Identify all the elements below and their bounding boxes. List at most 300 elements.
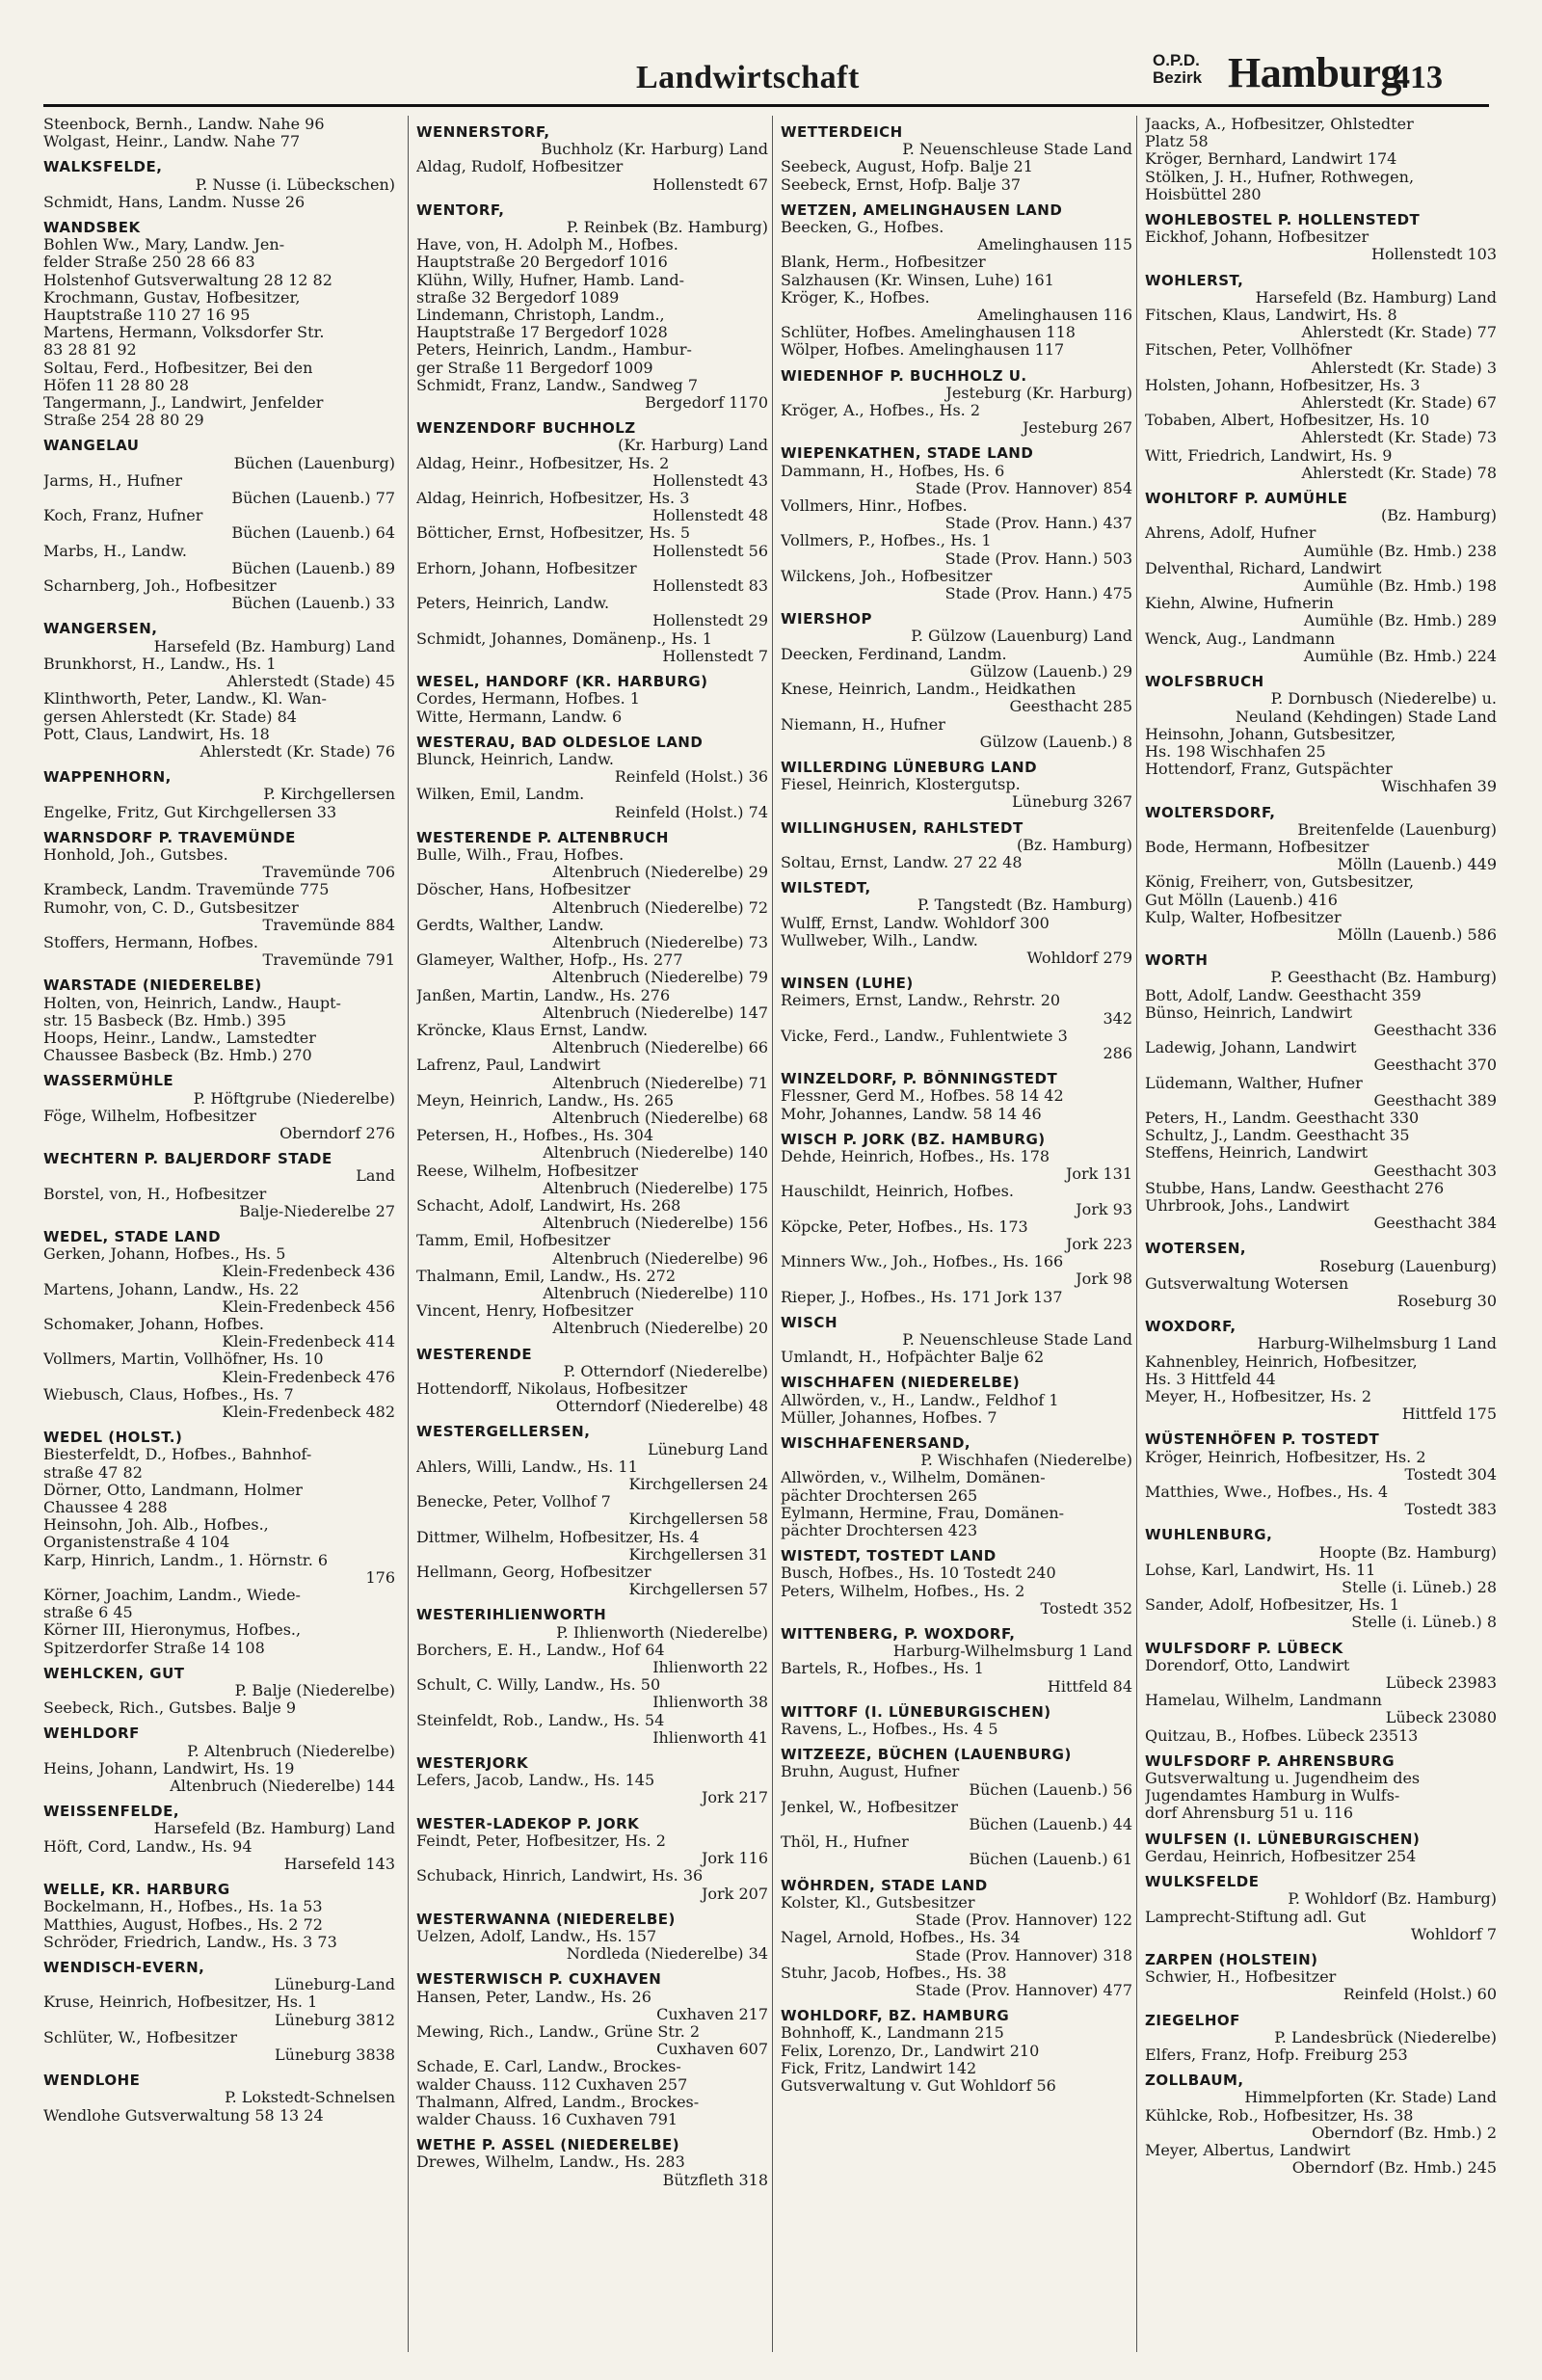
entry-line: Kröncke, Klaus Ernst, Landw.: [416, 1021, 649, 1039]
entry-line: P. Nusse (i. Lübeckschen): [195, 175, 395, 194]
entry-line: Stoffers, Hermann, Hofbes.: [43, 933, 258, 951]
city-title: Hamburg: [1228, 49, 1401, 96]
column-3: [772, 116, 1132, 2352]
entry-line: Hs. 3 Hittfeld 44: [1145, 1370, 1276, 1388]
place-heading: WEHLDORF: [43, 1725, 140, 1743]
entry-line: Klein-Fredenbeck 436: [222, 1263, 395, 1281]
entry-line: Matthies, Wwe., Hofbes., Hs. 4: [1145, 1484, 1389, 1502]
entry-line: Schwier, H., Hofbesitzer: [1145, 1968, 1337, 1987]
entry-line: Aumühle (Bz. Hmb.) 289: [1303, 612, 1497, 630]
entry-line: Kolster, Kl., Gutsbesitzer: [781, 1893, 975, 1912]
entry-line: Peters, Heinrich, Landw.: [416, 595, 610, 613]
entry-line: Eickhof, Johann, Hofbesitzer: [1145, 228, 1369, 247]
entry-line: Aumühle (Bz. Hmb.) 238: [1303, 542, 1497, 560]
entry-line: Hottendorf, Franz, Gutspächter: [1145, 761, 1393, 779]
entry-line: Gerdts, Walther, Landw.: [416, 916, 604, 934]
entry-line: Travemünde 706: [262, 864, 395, 882]
entry-line: Kirchgellersen 57: [628, 1581, 768, 1599]
entry-line: Martens, Johann, Landw., Hs. 22: [43, 1280, 300, 1298]
entry-line: Roseburg (Lauenburg): [1318, 1257, 1497, 1275]
place-heading: WOLFSBRUCH: [1145, 673, 1264, 691]
entry-line: Hittfeld 84: [1047, 1677, 1132, 1696]
entry-line: Hittfeld 175: [1401, 1405, 1497, 1424]
entry-line: Minners Ww., Joh., Hofbes., Hs. 166: [781, 1253, 1064, 1271]
place-heading: WISCHHAFENERSAND,: [781, 1434, 971, 1453]
entry-line: Mölln (Lauenb.) 586: [1337, 925, 1497, 944]
entry-line: felder Straße 250 28 66 83: [43, 254, 255, 272]
entry-line: Seebeck, August, Hofp. Balje 21: [781, 158, 1033, 176]
entry-line: Umlandt, H., Hofpächter Balje 62: [781, 1349, 1045, 1367]
entry-line: Witte, Hermann, Landw. 6: [416, 708, 623, 726]
entry-line: Jaacks, A., Hofbesitzer, Ohlstedter: [1145, 116, 1414, 133]
entry-line: Stuhr, Jacob, Hofbes., Hs. 38: [781, 1964, 1007, 1982]
entry-line: Schlüter, W., Hofbesitzer: [43, 2028, 238, 2046]
entry-line: Otterndorf (Niederelbe) 48: [555, 1398, 768, 1416]
place-heading: WISCH P. JORK (BZ. HAMBURG): [781, 1130, 1046, 1148]
entry-line: Rumohr, von, C. D., Gutsbesitzer: [43, 898, 299, 917]
entry-line: Ahrens, Adolf, Hufner: [1145, 524, 1316, 543]
entry-line: Kahnenbley, Heinrich, Hofbesitzer,: [1145, 1352, 1418, 1371]
entry-line: Jarms, H., Hufner: [43, 471, 182, 490]
entry-line: Salzhausen (Kr. Winsen, Luhe) 161: [781, 271, 1054, 289]
entry-line: Höft, Cord, Landw., Hs. 94: [43, 1837, 253, 1856]
place-heading: WISTEDT, TOSTEDT LAND: [781, 1547, 997, 1565]
place-heading: WILSTEDT,: [781, 879, 871, 897]
entry-line: Geesthacht 384: [1373, 1215, 1497, 1233]
entry-line: Wischhafen 39: [1381, 778, 1497, 796]
entry-line: Bode, Hermann, Hofbesitzer: [1145, 838, 1369, 856]
entry-line: Lamprecht-Stiftung adl. Gut: [1145, 1908, 1367, 1926]
entry-line: Bockelmann, H., Hofbes., Hs. 1a 53: [43, 1898, 323, 1916]
entry-line: Kröger, K., Hofbes.: [781, 288, 930, 307]
entry-line: Dittmer, Wilhelm, Hofbesitzer, Hs. 4: [416, 1528, 700, 1546]
entry-line: walder Chauss. 112 Cuxhaven 257: [416, 2075, 688, 2094]
entry-line: Büchen (Lauenb.) 89: [231, 559, 395, 577]
place-heading: WOTERSEN,: [1145, 1240, 1247, 1258]
entry-line: Altenbruch (Niederelbe) 72: [552, 898, 768, 917]
entry-line: Harburg-Wilhelmsburg 1 Land: [892, 1643, 1132, 1661]
entry-line: P. Gülzow (Lauenburg) Land: [911, 628, 1132, 646]
entry-line: Kulp, Walter, Hofbesitzer: [1145, 908, 1342, 926]
entry-line: Tostedt 352: [1040, 1599, 1132, 1618]
entry-line: Büchen (Lauenb.) 33: [231, 595, 395, 613]
entry-line: Klein-Fredenbeck 482: [222, 1404, 395, 1422]
entry-line: Wenck, Aug., Landmann: [1145, 629, 1336, 648]
entry-line: Spitzerdorfer Straße 14 108: [43, 1639, 265, 1657]
entry-line: Büchen (Lauenb.) 56: [969, 1780, 1132, 1799]
entry-line: Ahlerstedt (Kr. Stade) 3: [1311, 359, 1497, 377]
entry-line: Janßen, Martin, Landw., Hs. 276: [416, 986, 671, 1004]
place-heading: WILLERDING LÜNEBURG LAND: [781, 758, 1038, 776]
entry-line: Altenbruch (Niederelbe) 156: [543, 1215, 768, 1233]
entry-line: Wendlohe Gutsverwaltung 58 13 24: [43, 2106, 324, 2125]
entry-line: P. Wischhafen (Niederelbe): [920, 1452, 1132, 1470]
entry-line: Lüneburg 3838: [275, 2046, 395, 2064]
place-heading: WANGERSEN,: [43, 620, 158, 638]
entry-line: Hoisbüttel 280: [1145, 185, 1262, 203]
entry-line: Körner III, Hieronymus, Hofbes.,: [43, 1621, 302, 1640]
entry-line: Eylmann, Hermine, Frau, Domänen-: [781, 1504, 1065, 1522]
entry-line: Vicke, Ferd., Landw., Fuhlentwiete 3: [781, 1027, 1068, 1045]
entry-line: Döscher, Hans, Hofbesitzer: [416, 881, 631, 899]
opd-line-2: Bezirk: [1153, 68, 1203, 87]
place-heading: WOHLERST,: [1145, 271, 1244, 289]
entry-line: Wohldorf 7: [1410, 1925, 1497, 1943]
entry-line: Altenbruch (Niederelbe) 140: [543, 1144, 768, 1163]
entry-line: Altenbruch (Niederelbe) 66: [552, 1039, 768, 1057]
entry-line: Jesteburg (Kr. Harburg): [945, 384, 1132, 402]
entry-line: Reinfeld (Holst.) 74: [614, 803, 768, 821]
entry-line: Kirchgellersen 24: [628, 1476, 768, 1494]
place-heading: WULFSDORF P. AHRENSBURG: [1145, 1752, 1396, 1770]
entry-line: Reimers, Ernst, Landw., Rehrstr. 20: [781, 992, 1061, 1010]
place-heading: WITTENBERG, P. WOXDORF,: [781, 1625, 1016, 1644]
entry-line: Marbs, H., Landw.: [43, 542, 187, 560]
entry-line: Schade, E. Carl, Landw., Brockes-: [416, 2058, 681, 2076]
entry-line: Altenbruch (Niederelbe) 144: [170, 1778, 395, 1796]
entry-line: Himmelpforten (Kr. Stade) Land: [1244, 2089, 1497, 2107]
entry-line: Büchen (Lauenb.) 77: [231, 490, 395, 508]
place-heading: WOXDORF,: [1145, 1318, 1236, 1336]
entry-line: Schacht, Adolf, Landwirt, Hs. 268: [416, 1196, 681, 1215]
place-heading: WALKSFELDE,: [43, 158, 163, 176]
entry-line: pächter Drochtersen 265: [781, 1486, 978, 1505]
column-2: [408, 116, 768, 2352]
entry-line: Blunck, Heinrich, Landw.: [416, 750, 614, 768]
entry-line: Kiehn, Alwine, Hufnerin: [1145, 595, 1334, 613]
entry-line: Oberndorf (Bz. Hmb.) 245: [1291, 2159, 1497, 2178]
entry-line: Aumühle (Bz. Hmb.) 224: [1303, 647, 1497, 665]
entry-line: Balje-Niederelbe 27: [239, 1202, 395, 1220]
entry-line: Amelinghausen 116: [977, 307, 1132, 325]
entry-line: Klühn, Willy, Hufner, Hamb. Land-: [416, 271, 684, 289]
entry-line: Kühlcke, Rob., Hofbesitzer, Hs. 38: [1145, 2106, 1414, 2125]
entry-line: Steenbock, Bernh., Landw. Nahe 96: [43, 116, 325, 133]
place-heading: WILLINGHUSEN, RAHLSTEDT: [781, 818, 1024, 837]
entry-line: Ahlerstedt (Kr. Stade) 76: [199, 742, 395, 761]
entry-line: Fitschen, Klaus, Landwirt, Hs. 8: [1145, 307, 1397, 325]
place-heading: WOHLTORF P. AUMÜHLE: [1145, 490, 1348, 508]
entry-line: Scharnberg, Joh., Hofbesitzer: [43, 577, 277, 596]
entry-line: Jork 131: [1065, 1165, 1132, 1184]
entry-line: Gut Mölln (Lauenb.) 416: [1145, 891, 1338, 909]
entry-line: Lüdemann, Walther, Hufner: [1145, 1074, 1363, 1092]
entry-line: Beecken, G., Hofbes.: [781, 219, 944, 237]
entry-line: Jork 207: [701, 1885, 768, 1903]
entry-line: Jork 93: [1076, 1200, 1132, 1218]
entry-line: Gutsverwaltung Wotersen: [1145, 1274, 1349, 1293]
entry-line: Peters, Heinrich, Landm., Hambur-: [416, 341, 692, 360]
place-heading: WESTERWISCH P. CUXHAVEN: [416, 1970, 662, 1989]
entry-line: Organistenstraße 4 104: [43, 1534, 230, 1552]
entry-line: Nordleda (Niederelbe) 34: [566, 1945, 768, 1964]
entry-line: Bergedorf 1170: [645, 394, 768, 413]
entry-line: Jork 217: [701, 1789, 768, 1807]
entry-line: straße 47 82: [43, 1463, 143, 1482]
entry-line: Lüneburg-Land: [274, 1976, 395, 1994]
entry-line: Schuback, Hinrich, Landwirt, Hs. 36: [416, 1867, 704, 1885]
place-heading: WÜSTENHÖFEN P. TOSTEDT: [1145, 1431, 1380, 1449]
entry-line: Flessner, Gerd M., Hofbes. 58 14 42: [781, 1087, 1064, 1106]
place-heading: WISCH: [781, 1313, 837, 1331]
entry-line: Tostedt 304: [1404, 1465, 1497, 1484]
entry-line: Ihlienworth 22: [652, 1659, 768, 1677]
entry-line: Geesthacht 303: [1373, 1162, 1497, 1180]
entry-line: Vollmers, P., Hofbes., Hs. 1: [781, 532, 992, 550]
place-heading: WETZEN, AMELINGHAUSEN LAND: [781, 201, 1063, 219]
place-heading: WISCHHAFEN (NIEDERELBE): [781, 1374, 1021, 1392]
entry-line: Klein-Fredenbeck 476: [222, 1368, 395, 1386]
place-heading: WENTORF,: [416, 201, 505, 219]
entry-line: Have, von, H. Adolph M., Hofbes.: [416, 236, 678, 254]
place-heading: WANDSBEK: [43, 219, 141, 237]
place-heading: WITTORF (I. LÜNEBURGISCHEN): [781, 1702, 1051, 1721]
entry-line: Kruse, Heinrich, Hofbesitzer, Hs. 1: [43, 1993, 318, 2012]
place-heading: WESEL, HANDORF (KR. HARBURG): [416, 673, 708, 691]
entry-line: Bulle, Wilh., Frau, Hofbes.: [416, 845, 625, 864]
entry-line: Biesterfeldt, D., Hofbes., Bahnhof-: [43, 1446, 312, 1464]
entry-line: Wohldorf 279: [1026, 949, 1132, 967]
entry-line: Altenbruch (Niederelbe) 79: [552, 969, 768, 987]
entry-line: Niemann, H., Hufner: [781, 715, 945, 734]
place-heading: WULFSEN (I. LÜNEBURGISCHEN): [1145, 1830, 1421, 1848]
entry-line: Schmidt, Franz, Landw., Sandweg 7: [416, 376, 699, 394]
entry-line: Bötticher, Ernst, Hofbesitzer, Hs. 5: [416, 524, 691, 543]
section-title: Landwirtschaft: [636, 60, 860, 95]
entry-line: Witt, Friedrich, Landwirt, Hs. 9: [1145, 446, 1393, 465]
entry-line: Sander, Adolf, Hofbesitzer, Hs. 1: [1145, 1596, 1400, 1615]
entry-line: Oberndorf 276: [279, 1124, 395, 1142]
entry-line: straße 6 45: [43, 1604, 133, 1622]
entry-line: Thalmann, Alfred, Landm., Brockes-: [416, 2093, 700, 2111]
entry-line: Stelle (i. Lüneb.) 8: [1351, 1614, 1497, 1632]
entry-line: Roseburg 30: [1396, 1293, 1497, 1310]
entry-line: Oberndorf (Bz. Hmb.) 2: [1312, 2124, 1497, 2142]
entry-line: Lübeck 23080: [1385, 1709, 1497, 1727]
entry-line: Büchen (Lauenburg): [233, 454, 395, 472]
entry-line: Tamm, Emil, Hofbesitzer: [416, 1232, 611, 1250]
entry-line: Lohse, Karl, Landwirt, Hs. 11: [1145, 1561, 1376, 1579]
entry-line: Hamelau, Wilhelm, Landmann: [1145, 1692, 1382, 1710]
entry-line: Amelinghausen 115: [977, 236, 1132, 254]
place-heading: ZOLLBAUM,: [1145, 2072, 1244, 2090]
entry-line: P. Neuenschleuse Stade Land: [902, 1331, 1132, 1349]
entry-line: Geesthacht 370: [1373, 1056, 1497, 1075]
entry-line: Steinfeldt, Rob., Landw., Hs. 54: [416, 1711, 665, 1729]
entry-line: Bohnhoff, K., Landmann 215: [781, 2024, 1004, 2043]
entry-line: Land: [356, 1167, 395, 1186]
entry-line: pächter Drochtersen 423: [781, 1522, 978, 1540]
entry-line: P. Geesthacht (Bz. Hamburg): [1270, 969, 1497, 987]
column-4: [1136, 116, 1497, 2352]
entry-line: Meyer, H., Hofbesitzer, Hs. 2: [1145, 1388, 1372, 1406]
entry-line: Klinthworth, Peter, Landw., Kl. Wan-: [43, 690, 327, 709]
place-heading: WECHTERN P. BALJERDORF STADE: [43, 1150, 332, 1168]
place-heading: WUHLENBURG,: [1145, 1526, 1273, 1544]
entry-line: Vollmers, Hinr., Hofbes.: [781, 497, 968, 516]
entry-line: Allwörden, v., H., Landw., Feldhof 1: [781, 1391, 1059, 1409]
place-heading: WORTH: [1145, 951, 1209, 970]
entry-line: Gutsverwaltung u. Jugendheim des: [1145, 1770, 1421, 1788]
entry-line: Kirchgellersen 31: [628, 1545, 768, 1564]
entry-line: Erhorn, Johann, Hofbesitzer: [416, 559, 637, 577]
entry-line: Wullweber, Wilh., Landw.: [781, 931, 978, 949]
entry-line: Vincent, Henry, Hofbesitzer: [416, 1302, 634, 1321]
entry-line: Hottendorff, Nikolaus, Hofbesitzer: [416, 1380, 688, 1399]
place-heading: WEISSENFELDE,: [43, 1803, 180, 1821]
entry-line: Kirchgellersen 58: [628, 1511, 768, 1529]
entry-line: Schmidt, Johannes, Domänenp., Hs. 1: [416, 629, 712, 648]
place-heading: WEDEL (HOLST.): [43, 1429, 183, 1447]
entry-line: Ahlerstedt (Stade) 45: [226, 673, 395, 691]
entry-line: Fiesel, Heinrich, Klostergutsp.: [781, 776, 1021, 794]
entry-line: Fick, Fritz, Landwirt 142: [781, 2059, 977, 2077]
entry-line: Hollenstedt 103: [1371, 246, 1497, 264]
entry-line: Thöl, H., Hufner: [781, 1833, 909, 1852]
place-heading: WULKSFELDE: [1145, 1873, 1260, 1891]
entry-line: Stubbe, Hans, Landw. Geesthacht 276: [1145, 1179, 1445, 1197]
entry-line: Jork 98: [1076, 1270, 1132, 1289]
entry-line: Reese, Wilhelm, Hofbesitzer: [416, 1162, 638, 1180]
entry-line: Kröger, A., Hofbes., Hs. 2: [781, 402, 981, 420]
place-heading: WENNERSTORF,: [416, 123, 550, 141]
entry-line: Stade (Prov. Hann.) 503: [944, 549, 1132, 568]
entry-line: Soltau, Ernst, Landw. 27 22 48: [781, 853, 1023, 871]
entry-line: Altenbruch (Niederelbe) 71: [552, 1074, 768, 1092]
entry-line: Bünso, Heinrich, Landwirt: [1145, 1003, 1353, 1022]
opd-line-1: O.P.D.: [1153, 51, 1200, 69]
entry-line: P. Altenbruch (Niederelbe): [187, 1742, 395, 1760]
place-heading: WETTERDEICH: [781, 123, 903, 141]
entry-line: Stade (Prov. Hannover) 122: [915, 1912, 1132, 1930]
place-heading: WESTERENDE P. ALTENBRUCH: [416, 828, 669, 846]
place-heading: WINZELDORF, P. BÖNNINGSTEDT: [781, 1070, 1058, 1088]
entry-line: Schröder, Friedrich, Landw., Hs. 3 73: [43, 1933, 337, 1951]
entry-line: Büchen (Lauenb.) 44: [969, 1816, 1132, 1834]
entry-line: Hoops, Heinr., Landw., Lamstedter: [43, 1029, 316, 1047]
entry-line: Altenbruch (Niederelbe) 147: [543, 1003, 768, 1022]
page-number: 413: [1394, 60, 1443, 95]
entry-line: Krambeck, Landm. Travemünde 775: [43, 881, 330, 899]
entry-line: Dörner, Otto, Landmann, Holmer: [43, 1481, 303, 1499]
entry-line: Seebeck, Ernst, Hofp. Balje 37: [781, 175, 1022, 194]
place-heading: WESTERIHLIENWORTH: [416, 1606, 607, 1624]
entry-line: Hollenstedt 83: [652, 577, 768, 596]
entry-line: Koch, Franz, Hufner: [43, 507, 203, 525]
entry-line: Altenbruch (Niederelbe) 68: [552, 1109, 768, 1127]
place-heading: WANGELAU: [43, 437, 140, 455]
entry-line: Heinsohn, Johann, Gutsbesitzer,: [1145, 725, 1396, 743]
entry-line: Seebeck, Rich., Gutsbes. Balje 9: [43, 1699, 297, 1718]
entry-line: Deecken, Ferdinand, Landm.: [781, 645, 1007, 663]
place-heading: WESTERWANNA (NIEDERELBE): [416, 1910, 676, 1928]
entry-line: Stade (Prov. Hannover) 318: [915, 1946, 1132, 1965]
entry-line: Schult, C. Willy, Landw., Hs. 50: [416, 1676, 661, 1695]
entry-line: Tostedt 383: [1404, 1501, 1497, 1519]
entry-line: Pott, Claus, Landwirt, Hs. 18: [43, 725, 270, 743]
entry-line: Petersen, H., Hofbes., Hs. 304: [416, 1127, 653, 1145]
entry-line: Mewing, Rich., Landw., Grüne Str. 2: [416, 2022, 701, 2041]
entry-line: Schultz, J., Landm. Geesthacht 35: [1145, 1127, 1410, 1145]
entry-line: Blank, Herm., Hofbesitzer: [781, 254, 986, 272]
entry-line: Holsten, Johann, Hofbesitzer, Hs. 3: [1145, 376, 1421, 394]
entry-line: Altenbruch (Niederelbe) 73: [552, 933, 768, 951]
place-heading: WENDISCH-EVERN,: [43, 1958, 205, 1976]
entry-line: 286: [1103, 1044, 1132, 1062]
entry-line: Lübeck 23983: [1385, 1674, 1497, 1693]
entry-line: Lüneburg Land: [648, 1440, 768, 1458]
place-heading: WARNSDORF P. TRAVEMÜNDE: [43, 828, 296, 846]
column-1: [43, 116, 395, 2352]
entry-line: Geesthacht 336: [1373, 1021, 1497, 1039]
entry-line: Lüneburg 3812: [275, 2011, 395, 2029]
entry-line: Büchen (Lauenb.) 64: [231, 524, 395, 543]
entry-line: Gutsverwaltung v. Gut Wohldorf 56: [781, 2076, 1056, 2095]
entry-line: Glameyer, Walther, Hofp., Hs. 277: [416, 951, 683, 970]
place-heading: WENDLOHE: [43, 2072, 141, 2090]
entry-line: Soltau, Ferd., Hofbesitzer, Bei den: [43, 359, 313, 377]
entry-line: Kröger, Bernhard, Landwirt 174: [1145, 150, 1397, 169]
entry-line: Jesteburg 267: [1022, 419, 1132, 438]
entry-line: Karp, Hinrich, Landm., 1. Hörnstr. 6: [43, 1551, 329, 1569]
entry-line: Gülzow (Lauenb.) 8: [979, 733, 1132, 751]
place-heading: WESTERJORK: [416, 1754, 529, 1773]
entry-line: Ihlienworth 38: [652, 1694, 768, 1712]
entry-line: (Kr. Harburg) Land: [618, 437, 768, 455]
entry-line: Harsefeld (Bz. Hamburg) Land: [153, 1820, 395, 1838]
entry-line: Peters, H., Landm. Geesthacht 330: [1145, 1109, 1420, 1127]
entry-line: Lüneburg 3267: [1012, 793, 1132, 812]
entry-line: Bott, Adolf, Landw. Geesthacht 359: [1145, 986, 1422, 1004]
entry-line: Martens, Hermann, Volksdorfer Str.: [43, 324, 325, 342]
place-heading: WESTERGELLERSEN,: [416, 1423, 591, 1441]
entry-line: Drewes, Wilhelm, Landw., Hs. 283: [416, 2153, 685, 2172]
entry-line: Rieper, J., Hofbes., Hs. 171 Jork 137: [781, 1288, 1063, 1306]
entry-line: Geesthacht 389: [1373, 1091, 1497, 1110]
entry-line: str. 15 Basbeck (Bz. Hmb.) 395: [43, 1011, 287, 1030]
place-heading: WÖHRDEN, STADE LAND: [781, 1876, 988, 1894]
entry-line: Nagel, Arnold, Hofbes., Hs. 34: [781, 1929, 1021, 1947]
entry-line: Stölken, J. H., Hufner, Rothwegen,: [1145, 168, 1415, 186]
entry-line: 342: [1103, 1009, 1132, 1028]
entry-line: P. Ihlienworth (Niederelbe): [556, 1623, 768, 1642]
entry-line: Hollenstedt 7: [662, 647, 768, 665]
entry-line: Hollenstedt 56: [652, 542, 768, 560]
header-rule: [43, 104, 1489, 107]
place-heading: WIERSHOP: [781, 610, 873, 628]
entry-line: Gülzow (Lauenb.) 29: [970, 662, 1132, 681]
entry-line: Fitschen, Peter, Vollhöfner: [1145, 341, 1352, 360]
place-heading: WEHLCKEN, GUT: [43, 1664, 185, 1682]
page-header: [39, 39, 1484, 106]
entry-line: Bruhn, August, Hufner: [781, 1763, 960, 1781]
entry-line: Hauptstraße 110 27 16 95: [43, 307, 251, 325]
entry-line: Geesthacht 285: [1009, 698, 1132, 716]
entry-line: Peters, Wilhelm, Hofbes., Hs. 2: [781, 1582, 1025, 1600]
entry-line: Meyer, Albertus, Landwirt: [1145, 2141, 1351, 2159]
entry-line: Holstenhof Gutsverwaltung 28 12 82: [43, 271, 332, 289]
entry-line: Wölper, Hofbes. Amelinghausen 117: [781, 341, 1065, 360]
entry-line: Ahlerstedt (Kr. Stade) 78: [1301, 464, 1497, 482]
entry-line: Vollmers, Martin, Vollhöfner, Hs. 10: [43, 1350, 324, 1369]
entry-line: Tobaben, Albert, Hofbesitzer, Hs. 10: [1145, 412, 1430, 430]
entry-line: Hs. 198 Wischhafen 25: [1145, 742, 1326, 761]
entry-line: Körner, Joachim, Landm., Wiede-: [43, 1587, 301, 1605]
entry-line: Schlüter, Hofbes. Amelinghausen 118: [781, 324, 1076, 342]
entry-line: Dammann, H., Hofbes, Hs. 6: [781, 462, 1005, 480]
entry-line: Harsefeld (Bz. Hamburg) Land: [1255, 288, 1497, 307]
entry-line: P. Reinbek (Bz. Hamburg): [566, 219, 768, 237]
